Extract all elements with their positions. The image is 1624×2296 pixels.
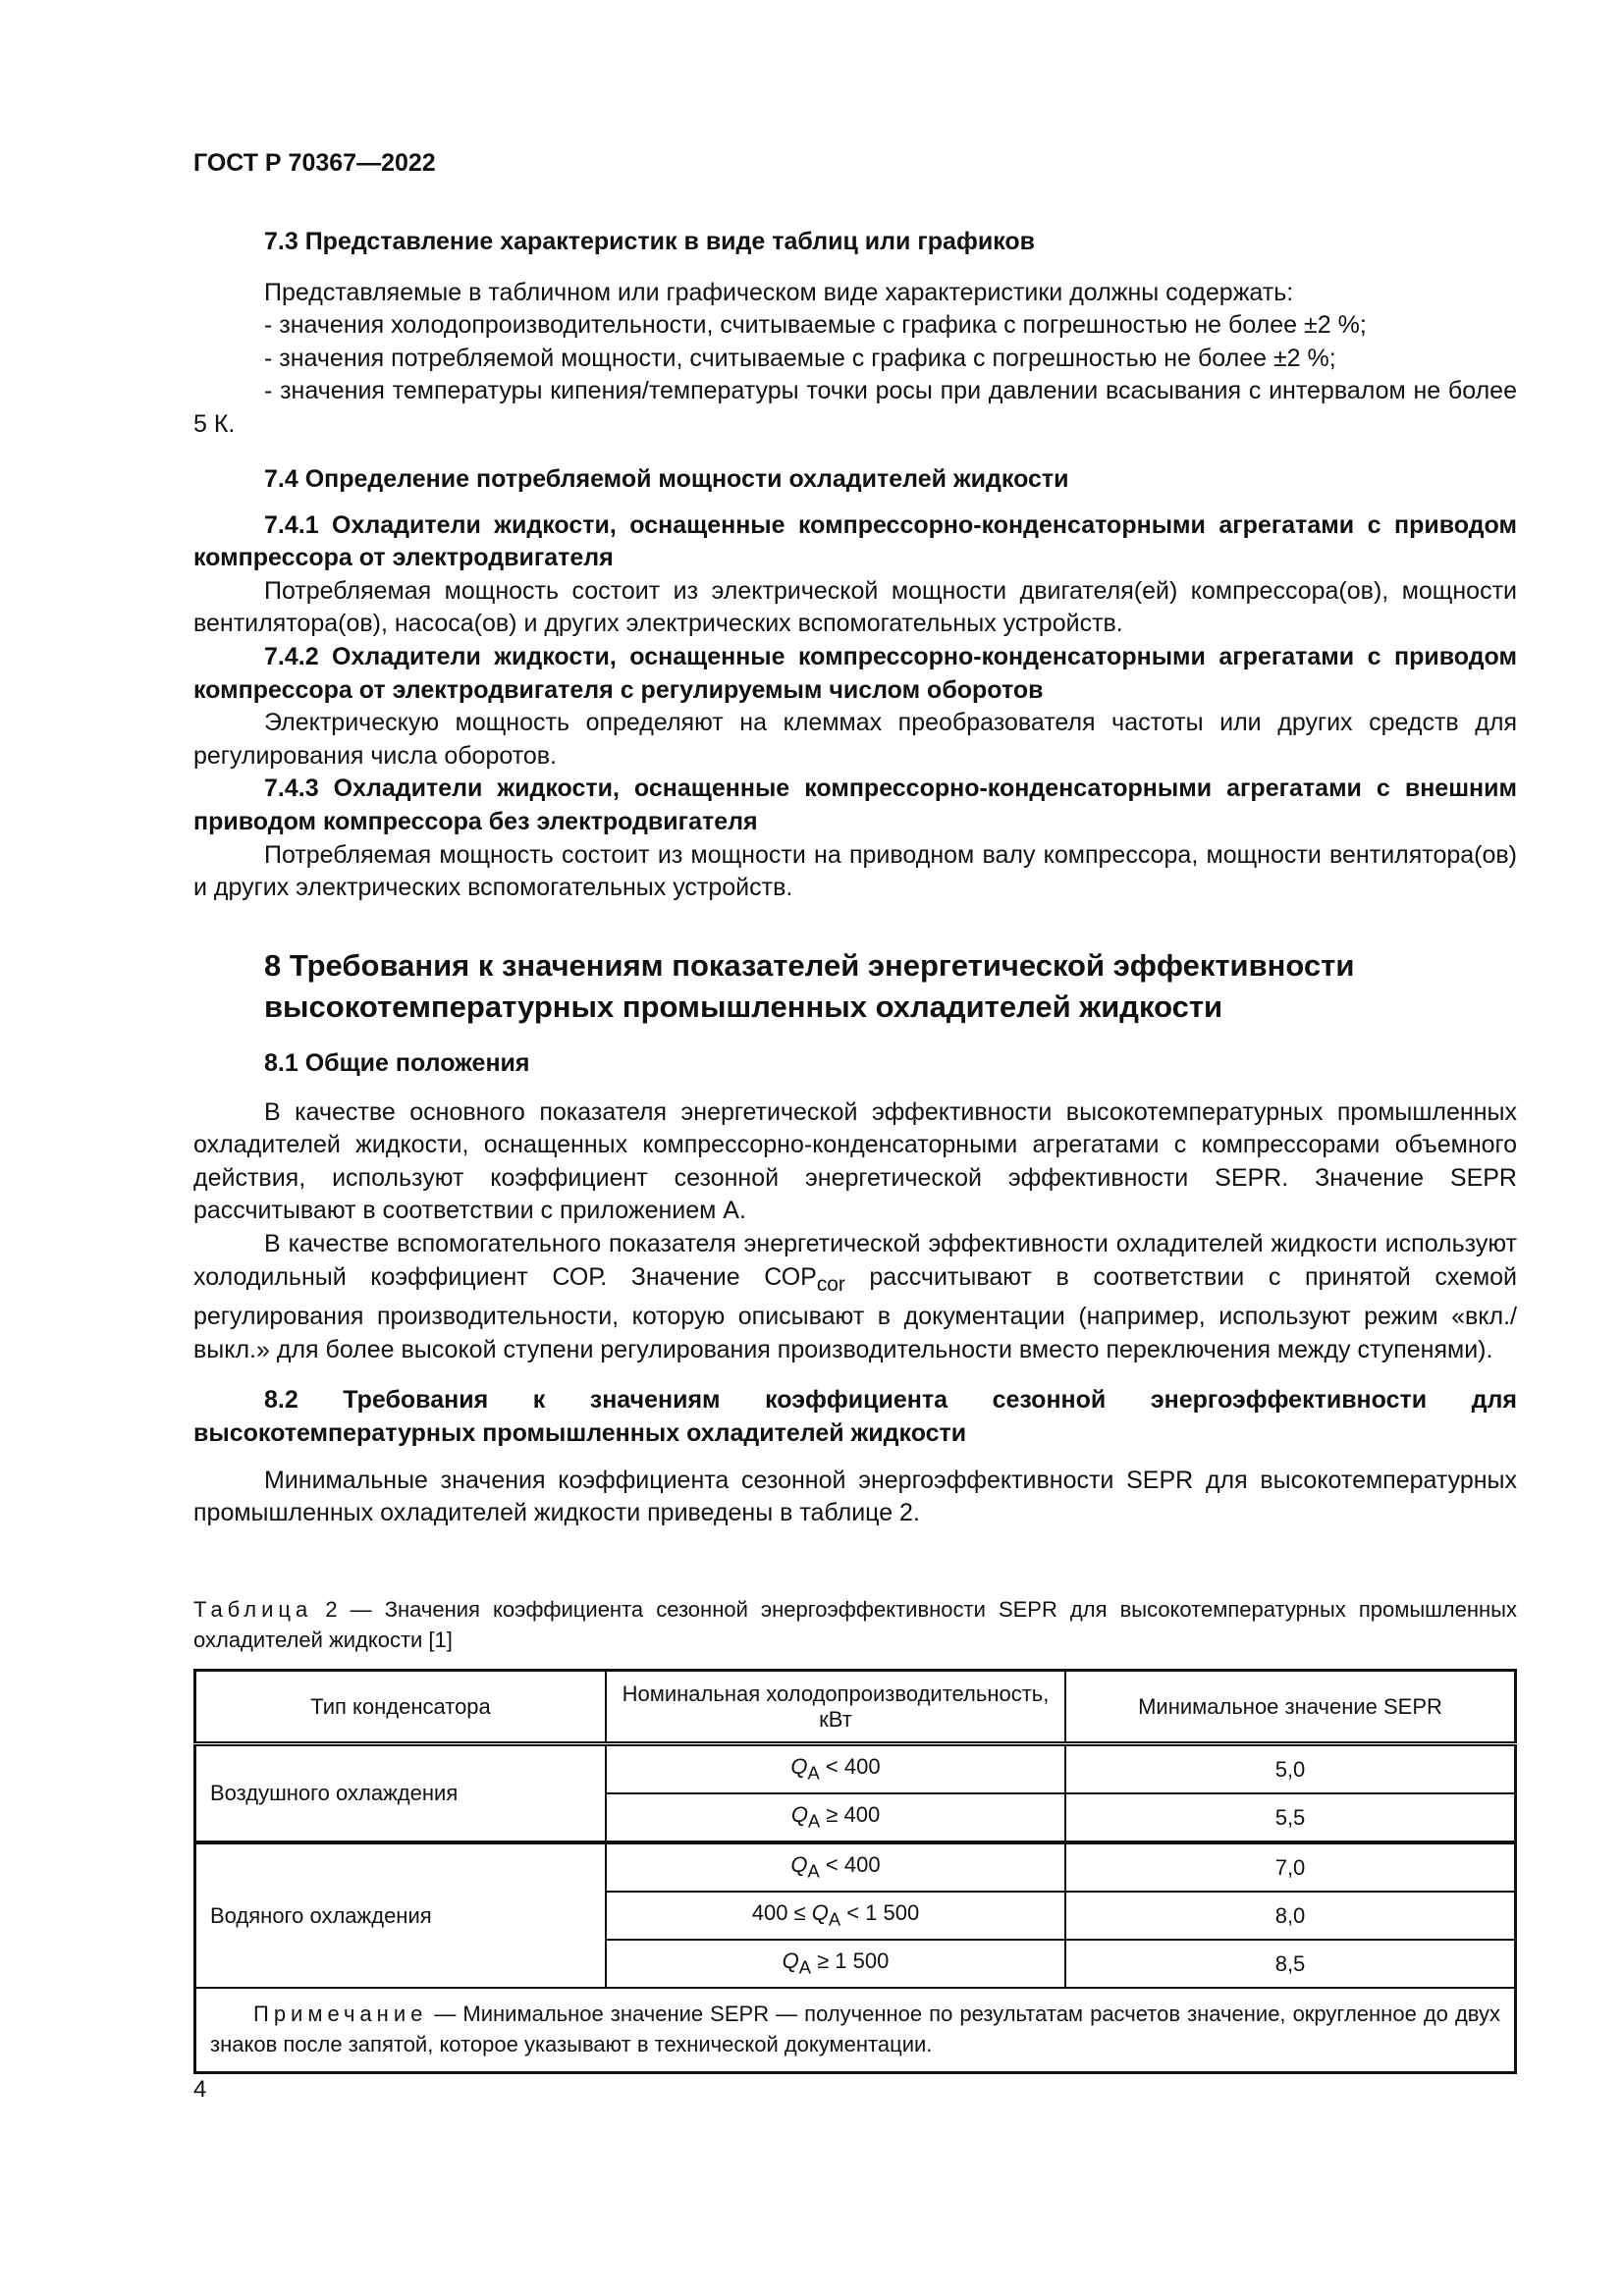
section-heading: 8.1 Общие положения [264,1049,530,1077]
table-row [195,1744,1516,1794]
capacity-range: ≥ 1 500 [811,1949,890,1974]
paragraph: В качестве основного показателя энергетической эффективности высокотемпературных промышленных охладителей жидкости, оснащенных компрессорно-конденсаторными агрегатами с компрессорами объемного действия, используют коэффициент сезонной энергетической эффективности SEPR. Значение SEPR рассчитывают в соответствии с приложением А. [193,1097,1517,1225]
sepr-value-cell: 5,5 [1065,1793,1516,1842]
note-text: — Минимальное значение SEPR — полученное по результатам расчетов значение, округленное до двух знаков после запятой, которое указывают в технической документации. [210,2002,1500,2056]
capacity-range: < 400 [819,1852,881,1878]
paragraph: Представляемые в табличном или графическом виде характеристики должны содержать: [264,278,1294,306]
paragraph: Минимальные значения коэффициента сезонной энергоэффективности SEPR для высокотемпературных промышленных охладителей жидкости приведены в таблице 2. [193,1466,1517,1527]
table-note-row [195,1988,1516,2073]
column-header: Минимальное значение SEPR [1065,1671,1516,1744]
caption-text: 2 — Значения коэффициента сезонной энергоэффективности SEPR для высокотемпературных промышленных охладителей жидкости [1] [193,1597,1517,1652]
capacity-range: < 1 500 [840,1900,920,1926]
capacity-cell [606,1940,1065,1988]
capacity-cell [606,1842,1065,1892]
capacity-symbol: Q [782,1949,799,1974]
capacity-range: < 400 [819,1754,881,1780]
capacity-subscript: A [807,1762,820,1784]
document-id: ГОСТ Р 70367—2022 [193,149,436,177]
chapter-heading: 8 Требования к значениям показателей энергетической эффективности высокотемпературных промышленных охладителей жидкости [264,948,1355,1024]
capacity-symbol: Q [811,1900,829,1926]
capacity-cell [606,1892,1065,1940]
paragraph-text: рассчитывают в соответствии с принятой схемой регулирования производительности, которую описывают в документации (например, используют режим «вкл./выкл.» для более высокой ступени регулирования производительности вместо переключения между ступенями). [193,1262,1518,1363]
column-header: Номинальная холодопроизводительность, кВт [606,1671,1065,1744]
paragraph-text: В качестве вспомогательного показателя энергетической эффективности охладителей жидкости используют холодильный коэффициент СОР. Значение СОР [193,1229,1517,1291]
capacity-prefix: 400 ≤ [751,1900,812,1926]
list-item: - значения температуры кипения/температуры точки росы при давлении всасывания с интервалом не более 5 К. [193,377,1517,438]
sepr-table [193,1669,1517,2074]
condenser-type-cell: Водяного охлаждения [195,1842,607,1988]
table-caption [193,1594,1517,1655]
page-number: 4 [193,2076,207,2103]
subsection-heading: 7.4.1 Охладители жидкости, оснащенные компрессорно-конденсаторными агрегатами с приводом компрессора от электродвигателя [193,510,1517,572]
paragraph: Потребляемая мощность состоит из электрической мощности двигателя(ей) компрессора(ов), мощности вентилятора(ов), насоса(ов) и других электрических вспомогательных устройств. [193,576,1517,638]
paragraph [193,1228,1517,1366]
capacity-subscript: A [798,1956,811,1978]
note-label: Примечание [253,2002,428,2026]
capacity-subscript: A [807,1860,820,1882]
paragraph: Электрическую мощность определяют на клеммах преобразователя частоты или других средств для регулирования числа оборотов. [193,709,1517,770]
paragraph: Потребляемая мощность состоит из мощности на приводном валу компрессора, мощности вентилятора(ов) и других электрических вспомогательных устройств. [193,840,1517,902]
subscript: cor [816,1272,845,1296]
capacity-cell [606,1744,1065,1794]
sepr-value-cell: 7,0 [1065,1842,1516,1892]
capacity-subscript: A [807,1810,821,1832]
sepr-value-cell: 8,0 [1065,1892,1516,1940]
subsection-heading: 7.4.3 Охладители жидкости, оснащенные компрессорно-конденсаторными агрегатами с внешним приводом компрессора без электродвигателя [193,774,1517,835]
capacity-cell [606,1793,1065,1842]
table-note [195,1988,1516,2073]
table-header-row [195,1671,1516,1744]
table-2 [193,1594,1517,2074]
section-heading: 8.2 Требования к значениям коэффициента сезонной энергоэффективности для высокотемпературных промышленных охладителей жидкости [193,1386,1517,1447]
caption-label: Таблица [193,1597,313,1622]
table-row [195,1842,1516,1892]
section-8 [193,945,1517,1530]
capacity-symbol: Q [790,1802,808,1828]
capacity-symbol: Q [790,1852,808,1878]
section-heading: 7.4 Определение потребляемой мощности охладителей жидкости [264,465,1069,493]
section-7-4 [193,463,1517,905]
subsection-heading: 7.4.2 Охладители жидкости, оснащенные компрессорно-конденсаторными агрегатами с приводом компрессора от электродвигателя с регулируемым числом оборотов [193,642,1517,704]
list-item: - значения потребляемой мощности, считываемые с графика с погрешностью не более ±2 %; [264,344,1336,372]
sepr-value-cell: 8,5 [1065,1940,1516,1988]
sepr-value-cell: 5,0 [1065,1744,1516,1794]
capacity-symbol: Q [790,1754,808,1780]
section-7-3 [193,226,1517,442]
condenser-type-cell: Воздушного охлаждения [195,1744,607,1843]
capacity-range: ≥ 400 [820,1802,881,1828]
section-heading: 7.3 Представление характеристик в виде таблиц или графиков [264,228,1036,255]
column-header: Тип конденсатора [195,1671,607,1744]
list-item: - значения холодопроизводительности, считываемые с графика с погрешностью не более ±2 %; [264,311,1367,340]
capacity-subscript: A [828,1908,841,1930]
